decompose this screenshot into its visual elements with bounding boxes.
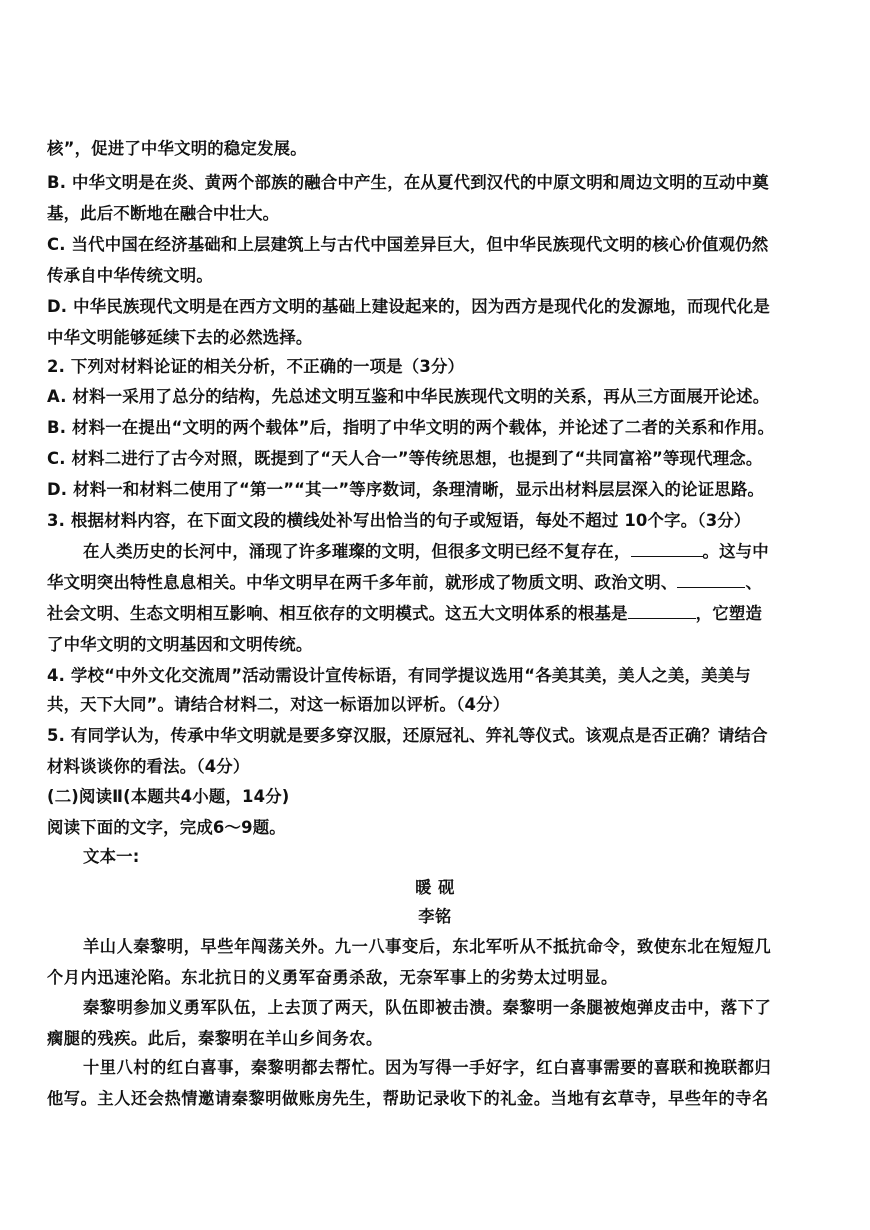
option-b: B. 中华文明是在炎、黄两个部族的融合中产生，在从夏代到汉代的中原文明和周边文明的互动中奠	[47, 173, 769, 192]
story-line: 羊山人秦黎明，早些年闯荡关外。九一八事变后，东北军听从不抵抗命令，致使东北在短短几	[83, 937, 772, 956]
question-5: 5. 有同学认为，传承中华文明就是要多穿汉服，还原冠礼、笄礼等仪式。该观点是否正确？请结合	[47, 726, 768, 745]
story-line: 他写。主人还会热情邀请秦黎明做账房先生，帮助记录收下的礼金。当地有玄草寺，早些年的寺名	[47, 1089, 769, 1108]
text-segment: 。这与中	[702, 542, 769, 561]
text-line: 材料谈谈你的看法。（4分）	[47, 757, 250, 776]
story-line: 十里八村的红白喜事，秦黎明都去帮忙。因为写得一手好字，红白喜事需要的喜联和挽联都归	[83, 1058, 772, 1077]
story-line: 秦黎明参加义勇军队伍，上去顶了两天，队伍即被击溃。秦黎明一条腿被炮弹皮击中，落下了	[83, 998, 772, 1017]
text-segment: 在人类历史的长河中，涌现了许多璀璨的文明，但很多文明已经不复存在，	[83, 542, 631, 561]
text-line: 传承自中华传统文明。	[47, 266, 213, 285]
option-a: A. 材料一采用了总分的结构，先总述文明互鉴和中华民族现代文明的关系，再从三方面展开论述。	[47, 387, 770, 406]
option-d: D. 中华民族现代文明是在西方文明的基础上建设起来的，因为西方是现代化的发源地，而现代化是	[47, 297, 770, 316]
question-4: 4. 学校“中外文化交流周”活动需设计宣传标语，有同学提议选用“各美其美，美人之美，美美与	[47, 666, 751, 685]
fill-paragraph-line	[47, 602, 827, 626]
text-line: 基，此后不断地在融合中壮大。	[47, 204, 280, 223]
fill-paragraph-line: 了中华文明的文明基因和文明传统。	[47, 635, 313, 654]
story-title: 暖 砚	[415, 878, 455, 897]
option-b: B. 材料一在提出“文明的两个载体”后，指明了中华文明的两个载体，并论述了二者的关系和作用。	[47, 418, 775, 437]
question-3: 3. 根据材料内容，在下面文段的横线处补写出恰当的句子或短语，每处不超过 10个字。（3分）	[47, 511, 751, 530]
story-line: 个月内迅速沦陷。东北抗日的义勇军奋勇杀敌，无奈军事上的劣势太过明显。	[47, 968, 618, 987]
story-author: 李铭	[418, 907, 452, 926]
instruction: 阅读下面的文字，完成6～9题。	[47, 818, 286, 837]
question-2: 2. 下列对材料论证的相关分析，不正确的一项是（3分）	[47, 357, 465, 376]
answer-blank[interactable]	[628, 604, 696, 619]
text-segment: ，它塑造	[695, 604, 763, 623]
text-line: 共，天下大同”。请结合材料二，对这一标语加以评析。（4分）	[47, 695, 510, 714]
section-heading: (二)阅读Ⅱ(本题共4小题，14分)	[47, 787, 290, 806]
text-line: 中华文明能够延续下去的必然选择。	[47, 328, 313, 347]
text-line: 核”，促进了中华文明的稳定发展。	[47, 139, 307, 158]
fill-paragraph-line	[47, 571, 827, 595]
text-label: 文本一:	[83, 847, 140, 866]
text-segment: 华文明突出特性息息相关。中华文明早在两千多年前，就形成了物质文明、政治文明、	[47, 573, 678, 592]
answer-blank[interactable]	[677, 573, 745, 588]
option-d: D. 材料一和材料二使用了“第一”“其一”等序数词，条理清晰，显示出材料层层深入的论证思路。	[47, 480, 765, 499]
text-segment: 社会文明、生态文明相互影响、相互依存的文明模式。这五大文明体系的根基是	[47, 604, 628, 623]
option-c: C. 当代中国在经济基础和上层建筑上与古代中国差异巨大，但中华民族现代文明的核心价值观仍然	[47, 235, 769, 254]
option-c: C. 材料二进行了古今对照，既提到了“天人合一”等传统思想，也提到了“共同富裕”等现代理念。	[47, 449, 763, 468]
text-segment: 、	[745, 573, 763, 592]
answer-blank[interactable]	[631, 542, 703, 557]
fill-paragraph-line	[83, 540, 823, 564]
story-line: 瘸腿的残疾。此后，秦黎明在羊山乡间务农。	[47, 1029, 383, 1048]
